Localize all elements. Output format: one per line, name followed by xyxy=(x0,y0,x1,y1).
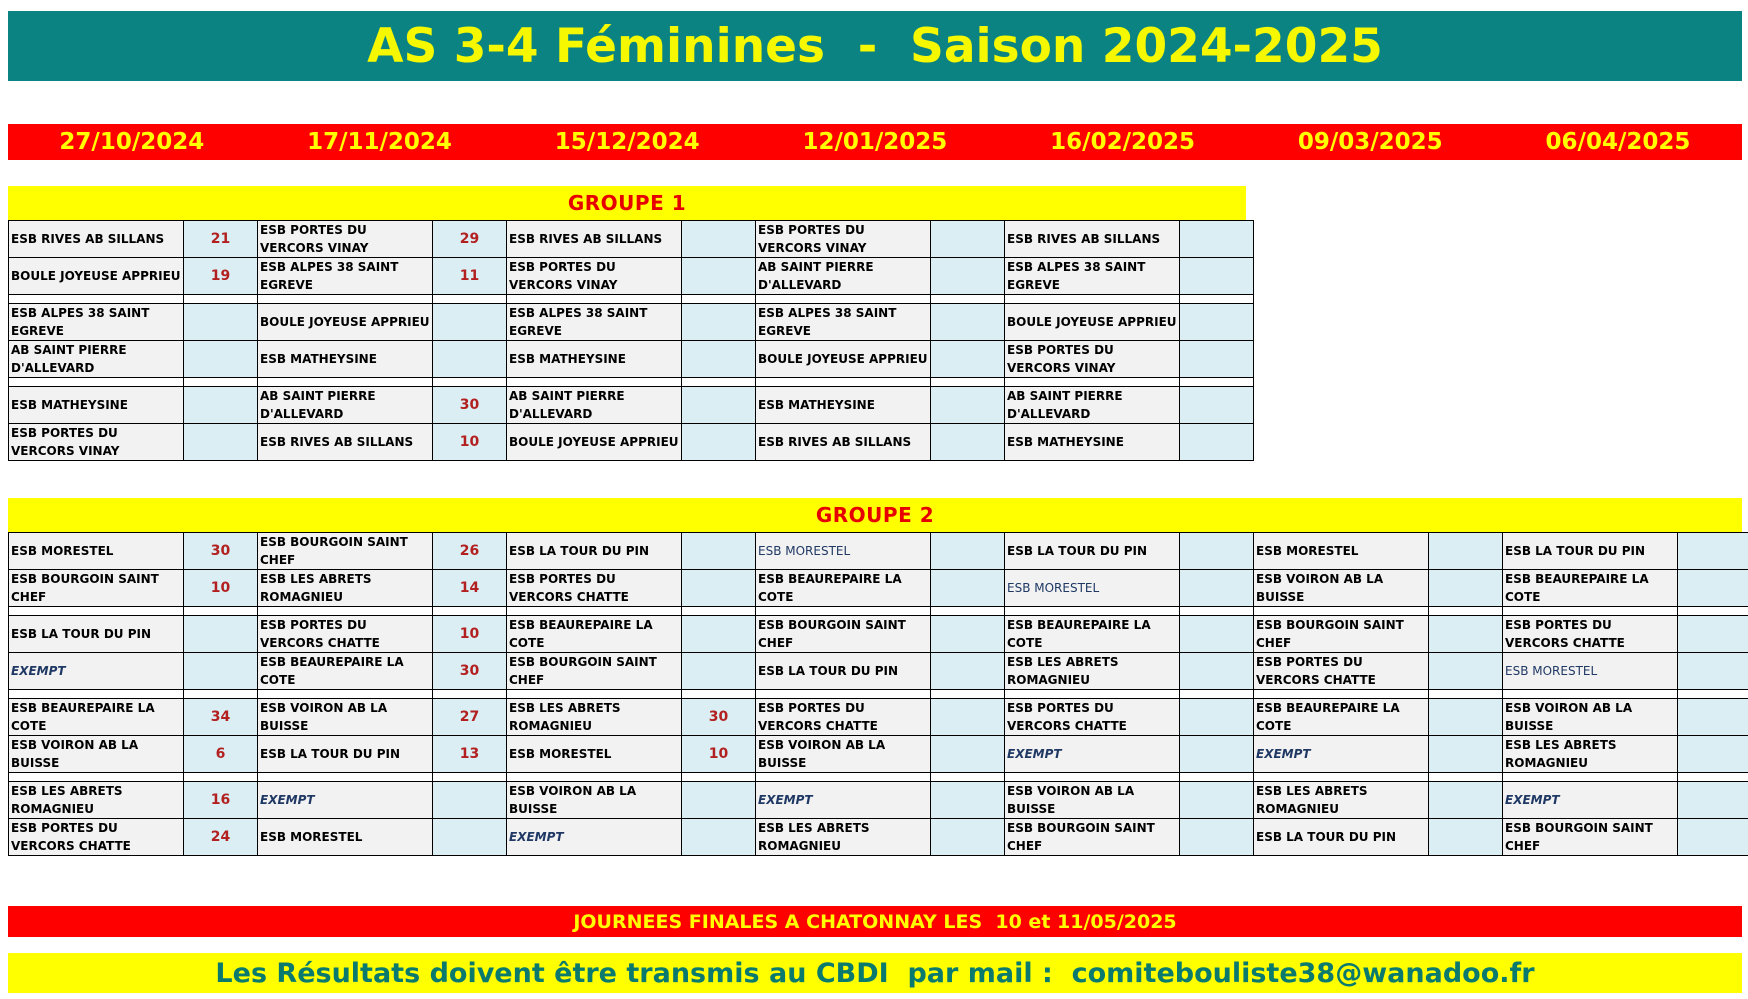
score-cell[interactable] xyxy=(1429,616,1503,653)
team-cell: ESB BOURGOIN SAINT CHEF xyxy=(756,616,931,653)
team-cell: ESB BEAUREPAIRE LA COTE xyxy=(1005,616,1180,653)
score-cell[interactable]: 30 xyxy=(433,387,507,424)
team-cell: EXEMPT xyxy=(1005,736,1180,773)
team-cell: AB SAINT PIERRE D'ALLEVARD xyxy=(507,387,682,424)
team-cell: ESB MORESTEL xyxy=(1005,570,1180,607)
score-cell[interactable]: 29 xyxy=(433,221,507,258)
team-cell: BOULE JOYEUSE APPRIEU xyxy=(1005,304,1180,341)
team-cell: ESB MORESTEL xyxy=(756,533,931,570)
score-cell[interactable] xyxy=(931,616,1005,653)
score-cell[interactable] xyxy=(1180,570,1254,607)
date-1: 27/10/2024 xyxy=(59,129,205,155)
score-cell[interactable]: 10 xyxy=(682,736,756,773)
team-cell: ESB ALPES 38 SAINT EGREVE xyxy=(9,304,184,341)
team-cell: ESB PORTES DU VERCORS CHATTE xyxy=(1254,653,1429,690)
table-row xyxy=(9,304,1254,341)
score-cell[interactable] xyxy=(184,341,258,378)
score-cell[interactable] xyxy=(1180,258,1254,295)
score-cell[interactable] xyxy=(931,736,1005,773)
team-cell: ESB LA TOUR DU PIN xyxy=(1254,819,1429,856)
team-cell: EXEMPT xyxy=(258,782,433,819)
score-cell[interactable] xyxy=(931,782,1005,819)
team-cell: ESB PORTES DU VERCORS VINAY xyxy=(507,258,682,295)
score-cell[interactable] xyxy=(931,387,1005,424)
score-cell[interactable]: 6 xyxy=(184,736,258,773)
score-cell[interactable] xyxy=(184,616,258,653)
team-cell: ESB RIVES AB SILLANS xyxy=(258,424,433,461)
group-2-table xyxy=(8,532,1748,856)
team-cell: ESB PORTES DU VERCORS VINAY xyxy=(9,424,184,461)
team-cell: BOULE JOYEUSE APPRIEU xyxy=(507,424,682,461)
team-cell: BOULE JOYEUSE APPRIEU xyxy=(9,258,184,295)
score-cell[interactable] xyxy=(931,258,1005,295)
team-cell: EXEMPT xyxy=(756,782,931,819)
score-cell[interactable]: 24 xyxy=(184,819,258,856)
table-row xyxy=(9,782,1748,819)
score-cell[interactable] xyxy=(931,570,1005,607)
team-cell: ESB ALPES 38 SAINT EGREVE xyxy=(756,304,931,341)
team-cell: ESB BOURGOIN SAINT CHEF xyxy=(507,653,682,690)
score-cell[interactable] xyxy=(184,304,258,341)
score-cell[interactable] xyxy=(1180,533,1254,570)
score-cell[interactable] xyxy=(184,424,258,461)
score-cell[interactable]: 19 xyxy=(184,258,258,295)
group-1-header: GROUPE 1 xyxy=(8,186,1246,220)
team-cell: ESB BEAUREPAIRE LA COTE xyxy=(1254,699,1429,736)
team-cell: ESB LES ABRETS ROMAGNIEU xyxy=(1005,653,1180,690)
table-row xyxy=(9,221,1254,258)
table-row xyxy=(9,533,1748,570)
team-cell: ESB MATHEYSINE xyxy=(1005,424,1180,461)
team-cell: AB SAINT PIERRE D'ALLEVARD xyxy=(1005,387,1180,424)
score-cell[interactable] xyxy=(931,424,1005,461)
team-cell: ESB LES ABRETS ROMAGNIEU xyxy=(9,782,184,819)
team-cell: ESB MATHEYSINE xyxy=(507,341,682,378)
score-cell[interactable]: 26 xyxy=(433,533,507,570)
score-cell[interactable] xyxy=(931,341,1005,378)
team-cell: ESB BOURGOIN SAINT CHEF xyxy=(1005,819,1180,856)
team-cell: ESB MATHEYSINE xyxy=(9,387,184,424)
team-cell: EXEMPT xyxy=(1503,782,1678,819)
score-cell[interactable] xyxy=(433,304,507,341)
team-cell: ESB PORTES DU VERCORS CHATTE xyxy=(1005,699,1180,736)
team-cell: ESB PORTES DU VERCORS CHATTE xyxy=(258,616,433,653)
score-cell[interactable] xyxy=(1180,819,1254,856)
score-cell[interactable] xyxy=(1180,387,1254,424)
team-cell: ESB VOIRON AB LA BUISSE xyxy=(756,736,931,773)
score-cell[interactable] xyxy=(682,653,756,690)
team-cell: ESB PORTES DU VERCORS CHATTE xyxy=(9,819,184,856)
score-cell[interactable] xyxy=(184,653,258,690)
team-cell: ESB VOIRON AB LA BUISSE xyxy=(258,699,433,736)
team-cell: ESB LA TOUR DU PIN xyxy=(756,653,931,690)
table-row xyxy=(9,341,1254,378)
team-cell: ESB VOIRON AB LA BUISSE xyxy=(9,736,184,773)
score-cell[interactable] xyxy=(1678,699,1748,736)
team-cell: ESB ALPES 38 SAINT EGREVE xyxy=(258,258,433,295)
team-cell: ESB BOURGOIN SAINT CHEF xyxy=(1254,616,1429,653)
team-cell: AB SAINT PIERRE D'ALLEVARD xyxy=(9,341,184,378)
date-6: 09/03/2025 xyxy=(1297,129,1443,155)
team-cell: ESB VOIRON AB LA BUISSE xyxy=(1503,699,1678,736)
date-7: 06/04/2025 xyxy=(1545,129,1691,155)
score-cell[interactable] xyxy=(1180,616,1254,653)
date-5: 16/02/2025 xyxy=(1050,129,1195,155)
score-cell[interactable] xyxy=(1429,533,1503,570)
dates-bar xyxy=(8,124,1742,160)
team-cell: ESB MORESTEL xyxy=(1503,653,1678,690)
score-cell[interactable] xyxy=(1180,424,1254,461)
score-cell[interactable]: 11 xyxy=(433,258,507,295)
date-4: 12/01/2025 xyxy=(802,129,948,155)
score-cell[interactable] xyxy=(1180,736,1254,773)
score-cell[interactable] xyxy=(682,304,756,341)
score-cell[interactable] xyxy=(1429,782,1503,819)
score-cell[interactable] xyxy=(1429,570,1503,607)
team-cell: ESB BEAUREPAIRE LA COTE xyxy=(756,570,931,607)
score-cell[interactable] xyxy=(1180,341,1254,378)
date-3: 15/12/2024 xyxy=(554,129,700,155)
team-cell: ESB LA TOUR DU PIN xyxy=(258,736,433,773)
team-cell: EXEMPT xyxy=(507,819,682,856)
score-cell[interactable] xyxy=(1180,304,1254,341)
team-cell: ESB PORTES DU VERCORS VINAY xyxy=(756,221,931,258)
team-cell: ESB VOIRON AB LA BUISSE xyxy=(507,782,682,819)
team-cell: ESB MORESTEL xyxy=(258,819,433,856)
score-cell[interactable]: 30 xyxy=(433,653,507,690)
table-row xyxy=(9,387,1254,424)
table-row xyxy=(9,570,1748,607)
score-cell[interactable] xyxy=(1678,570,1748,607)
team-cell: BOULE JOYEUSE APPRIEU xyxy=(258,304,433,341)
score-cell[interactable]: 10 xyxy=(184,570,258,607)
team-cell: ESB VOIRON AB LA BUISSE xyxy=(1005,782,1180,819)
team-cell: ESB ALPES 38 SAINT EGREVE xyxy=(1005,258,1180,295)
team-cell: ESB BEAUREPAIRE LA COTE xyxy=(1503,570,1678,607)
score-cell[interactable] xyxy=(1678,533,1748,570)
team-cell: ESB PORTES DU VERCORS VINAY xyxy=(1005,341,1180,378)
team-cell: ESB BEAUREPAIRE LA COTE xyxy=(9,699,184,736)
team-cell: ESB PORTES DU VERCORS CHATTE xyxy=(756,699,931,736)
score-cell[interactable] xyxy=(1678,736,1748,773)
team-cell: ESB RIVES AB SILLANS xyxy=(507,221,682,258)
team-cell: ESB BEAUREPAIRE LA COTE xyxy=(507,616,682,653)
score-cell[interactable] xyxy=(1180,699,1254,736)
team-cell: ESB RIVES AB SILLANS xyxy=(756,424,931,461)
score-cell[interactable]: 16 xyxy=(184,782,258,819)
table-row xyxy=(9,736,1748,773)
score-cell[interactable] xyxy=(1678,819,1748,856)
date-2: 17/11/2024 xyxy=(307,129,452,155)
score-cell[interactable] xyxy=(1429,653,1503,690)
score-cell[interactable]: 21 xyxy=(184,221,258,258)
score-cell[interactable] xyxy=(1180,653,1254,690)
team-cell: ESB BEAUREPAIRE LA COTE xyxy=(258,653,433,690)
team-cell: ESB MATHEYSINE xyxy=(756,387,931,424)
score-cell[interactable] xyxy=(1429,736,1503,773)
team-cell: BOULE JOYEUSE APPRIEU xyxy=(756,341,931,378)
score-cell[interactable]: 30 xyxy=(184,533,258,570)
team-cell: EXEMPT xyxy=(1254,736,1429,773)
score-cell[interactable]: 30 xyxy=(682,699,756,736)
team-cell: ESB MORESTEL xyxy=(9,533,184,570)
separator-row xyxy=(9,773,1748,782)
results-footer: Les Résultats doivent être transmis au CBDI par mail : comitebouliste38@wanadoo.fr xyxy=(8,953,1742,993)
score-cell[interactable] xyxy=(433,782,507,819)
score-cell[interactable] xyxy=(184,387,258,424)
score-cell[interactable] xyxy=(1429,819,1503,856)
score-cell[interactable] xyxy=(1180,782,1254,819)
team-cell: ESB PORTES DU VERCORS CHATTE xyxy=(507,570,682,607)
team-cell: ESB LA TOUR DU PIN xyxy=(9,616,184,653)
group-2-header: GROUPE 2 xyxy=(8,498,1742,532)
score-cell[interactable] xyxy=(682,341,756,378)
team-cell: ESB MORESTEL xyxy=(507,736,682,773)
score-cell[interactable] xyxy=(931,699,1005,736)
score-cell[interactable] xyxy=(682,387,756,424)
separator-row xyxy=(9,295,1254,304)
team-cell: ESB ALPES 38 SAINT EGREVE xyxy=(507,304,682,341)
score-cell[interactable] xyxy=(931,221,1005,258)
separator-row xyxy=(9,690,1748,699)
score-cell[interactable] xyxy=(682,819,756,856)
score-cell[interactable] xyxy=(931,533,1005,570)
separator-row xyxy=(9,607,1748,616)
score-cell[interactable] xyxy=(1678,782,1748,819)
score-cell[interactable] xyxy=(682,533,756,570)
table-row xyxy=(9,424,1254,461)
score-cell[interactable] xyxy=(433,341,507,378)
score-cell[interactable]: 27 xyxy=(433,699,507,736)
table-row xyxy=(9,258,1254,295)
team-cell: ESB LES ABRETS ROMAGNIEU xyxy=(756,819,931,856)
team-cell: ESB PORTES DU VERCORS VINAY xyxy=(258,221,433,258)
group-1-table xyxy=(8,220,1254,461)
score-cell[interactable] xyxy=(931,819,1005,856)
team-cell: AB SAINT PIERRE D'ALLEVARD xyxy=(258,387,433,424)
team-cell: ESB LES ABRETS ROMAGNIEU xyxy=(1254,782,1429,819)
score-cell[interactable]: 14 xyxy=(433,570,507,607)
score-cell[interactable]: 13 xyxy=(433,736,507,773)
score-cell[interactable] xyxy=(931,653,1005,690)
score-cell[interactable]: 10 xyxy=(433,424,507,461)
team-cell: ESB RIVES AB SILLANS xyxy=(9,221,184,258)
score-cell[interactable] xyxy=(1678,616,1748,653)
table-row xyxy=(9,699,1748,736)
score-cell[interactable] xyxy=(682,782,756,819)
score-cell[interactable]: 10 xyxy=(433,616,507,653)
score-cell[interactable] xyxy=(682,570,756,607)
team-cell: ESB BOURGOIN SAINT CHEF xyxy=(1503,819,1678,856)
team-cell: ESB LES ABRETS ROMAGNIEU xyxy=(1503,736,1678,773)
score-cell[interactable] xyxy=(1180,221,1254,258)
team-cell: ESB LA TOUR DU PIN xyxy=(1503,533,1678,570)
separator-row xyxy=(9,378,1254,387)
score-cell[interactable] xyxy=(682,424,756,461)
team-cell: ESB MATHEYSINE xyxy=(258,341,433,378)
table-row xyxy=(9,819,1748,856)
team-cell: ESB LES ABRETS ROMAGNIEU xyxy=(258,570,433,607)
score-cell[interactable] xyxy=(433,819,507,856)
team-cell: ESB RIVES AB SILLANS xyxy=(1005,221,1180,258)
score-cell[interactable] xyxy=(1678,653,1748,690)
team-cell: AB SAINT PIERRE D'ALLEVARD xyxy=(756,258,931,295)
team-cell: ESB MORESTEL xyxy=(1254,533,1429,570)
team-cell: ESB LA TOUR DU PIN xyxy=(507,533,682,570)
table-row xyxy=(9,653,1748,690)
score-cell[interactable] xyxy=(682,258,756,295)
team-cell: ESB LES ABRETS ROMAGNIEU xyxy=(507,699,682,736)
team-cell: EXEMPT xyxy=(9,653,184,690)
score-cell[interactable] xyxy=(682,221,756,258)
finals-banner: JOURNEES FINALES A CHATONNAY LES 10 et 11/05/2025 xyxy=(8,906,1742,937)
team-cell: ESB BOURGOIN SAINT CHEF xyxy=(258,533,433,570)
score-cell[interactable] xyxy=(931,304,1005,341)
table-row xyxy=(9,616,1748,653)
team-cell: ESB PORTES DU VERCORS CHATTE xyxy=(1503,616,1678,653)
team-cell: ESB LA TOUR DU PIN xyxy=(1005,533,1180,570)
team-cell: ESB VOIRON AB LA BUISSE xyxy=(1254,570,1429,607)
page-title: AS 3-4 Féminines - Saison 2024-2025 xyxy=(8,11,1742,81)
score-cell[interactable] xyxy=(1429,699,1503,736)
score-cell[interactable]: 34 xyxy=(184,699,258,736)
score-cell[interactable] xyxy=(682,616,756,653)
team-cell: ESB BOURGOIN SAINT CHEF xyxy=(9,570,184,607)
